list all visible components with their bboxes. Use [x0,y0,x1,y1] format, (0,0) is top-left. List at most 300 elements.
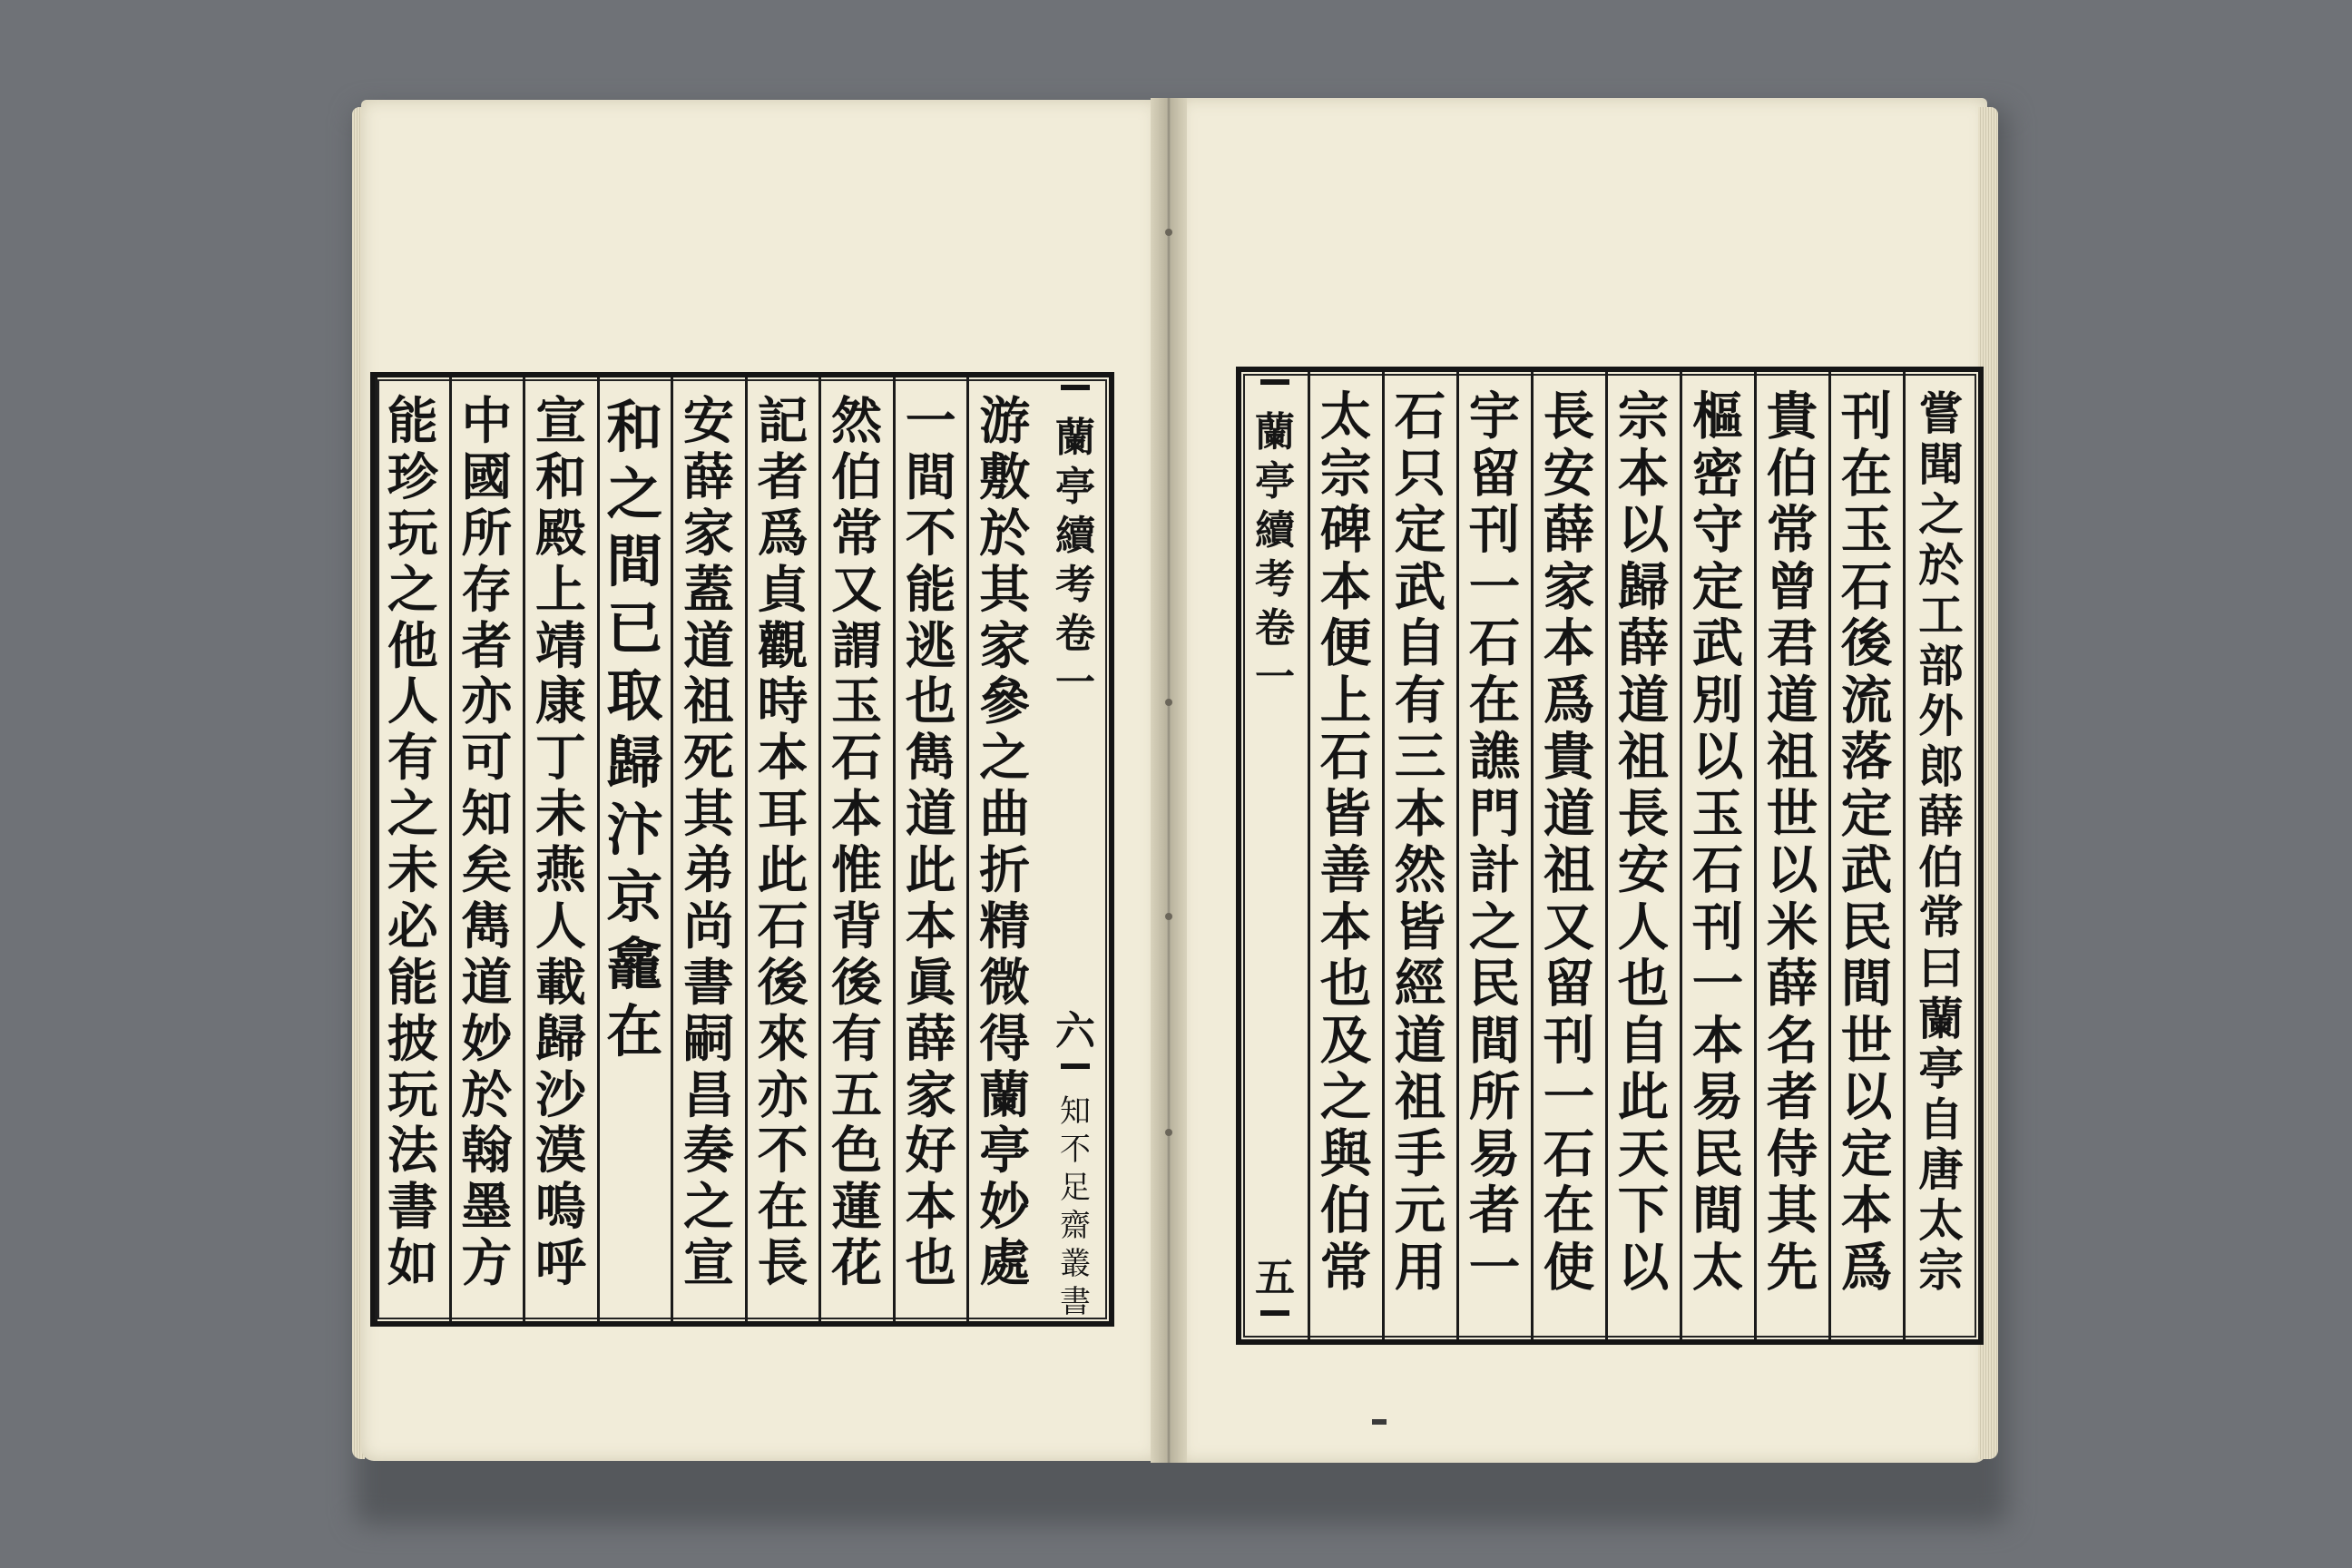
character: 參 [979,672,1031,732]
character: 五 [831,1065,883,1125]
character: 碑 [1319,500,1372,560]
character: 及 [1319,1010,1372,1071]
character: 曾 [1766,556,1818,617]
character: 祖 [1766,727,1818,787]
character: 亦 [757,1065,808,1125]
character: 玩 [387,504,438,564]
character: 薛 [1543,500,1595,560]
character: 計 [1468,840,1521,900]
character: 眞 [905,953,956,1013]
character: 歸 [534,1009,586,1069]
character: 刊 [1543,1010,1595,1071]
character: 玉 [831,672,883,732]
character: 門 [1468,783,1521,844]
character: 中 [461,392,513,451]
character: 與 [1319,1123,1372,1184]
character: 嗚 [534,1178,586,1238]
character: 樞 [1691,387,1744,446]
character: 亭 [1255,458,1295,505]
character: 能 [387,953,438,1013]
character: 五 [1255,1255,1295,1301]
character: 不 [1060,1132,1091,1168]
character: 宗 [1319,443,1372,504]
character: 奏 [683,1122,734,1181]
text-column [1532,372,1606,1339]
character: 此 [1617,1067,1670,1127]
character: 手 [1394,1123,1446,1184]
character: 家 [905,1065,956,1125]
character: 定 [1840,783,1893,844]
character: 續 [1055,513,1095,559]
character: 其 [683,785,734,845]
character: 玉 [1691,783,1744,844]
character: 者 [1766,1067,1818,1127]
character: 耳 [757,785,808,845]
character: 蘭 [1918,991,1964,1045]
right-page-margin-strip [1241,372,1308,1339]
fish-tail-mark [1260,379,1289,401]
character: 聞 [1918,436,1964,491]
character: 安 [683,392,734,451]
character: 刊 [1691,897,1744,957]
character: 亦 [461,672,513,732]
character: 披 [387,1009,438,1069]
character: 玉 [1840,500,1893,560]
character: 然 [1394,840,1446,900]
character: 龕 [606,931,663,997]
character: 一 [1468,1237,1521,1298]
character: 石 [757,897,808,956]
character: 者 [461,616,513,676]
character: 石 [1691,840,1744,900]
character: 石 [1394,387,1446,446]
character: 蓋 [683,560,734,620]
character: 易 [1468,1123,1521,1184]
character: 伯 [1766,443,1818,504]
character: 本 [905,897,956,956]
character: 家 [1543,556,1595,617]
fish-tail-mark [1260,1310,1289,1332]
character: 武 [1394,556,1446,617]
text-column [1606,372,1681,1339]
character: 呼 [534,1234,586,1294]
character: 祖 [1394,1067,1446,1127]
stitch-hole [1165,699,1172,706]
character: 一 [905,392,956,451]
character: 此 [757,841,808,900]
character: 有 [1394,670,1446,730]
character: 三 [1394,727,1446,787]
character: 者 [1468,1181,1521,1240]
character: 死 [683,729,734,789]
character: 亭 [979,1122,1031,1181]
character: 蓮 [831,1178,883,1238]
character: 也 [1617,954,1670,1014]
character: 之 [387,560,438,620]
character: 自 [1617,1010,1670,1071]
character: 人 [534,897,586,956]
character: 伯 [831,447,883,507]
character: 貞 [757,560,808,620]
character: 工 [1918,588,1964,642]
character: 汴 [606,797,663,863]
character: 在 [757,1178,808,1238]
character: 長 [1617,783,1670,844]
character: 太 [1918,1192,1964,1247]
character: 以 [1617,500,1670,560]
text-column [1755,372,1829,1339]
character: 之 [387,785,438,845]
character: 於 [461,1065,513,1125]
character: 外 [1918,689,1964,743]
character: 知 [1060,1093,1091,1130]
character: 沙 [534,1065,586,1125]
character: 宇 [1468,387,1521,446]
character: 考 [1055,562,1095,608]
character: 以 [1766,840,1818,900]
character: 時 [757,672,808,732]
text-column [1681,372,1755,1339]
character: 長 [757,1234,808,1294]
right-margin-title [1252,408,1298,702]
character: 石 [1543,1123,1595,1184]
character: 本 [1617,443,1670,504]
character: 以 [1691,727,1744,787]
character: 安 [1543,443,1595,504]
character: 墨 [461,1178,513,1238]
character: 矣 [461,841,513,900]
column-rule [375,377,377,1321]
character: 於 [979,504,1031,564]
character: 考 [1255,556,1295,603]
character: 民 [1840,897,1893,957]
character: 所 [1468,1067,1521,1127]
character: 可 [461,729,513,789]
character: 宣 [534,392,586,451]
character: 本 [1394,783,1446,844]
character: 侍 [1766,1123,1818,1184]
character: 不 [905,504,956,564]
character: 祖 [1543,840,1595,900]
character: 妙 [461,1009,513,1069]
character: 丁 [534,729,586,789]
character: 翰 [461,1122,513,1181]
character: 宗 [1617,387,1670,446]
character: 弟 [683,841,734,900]
stitch-hole [1165,1129,1172,1136]
text-column [746,377,820,1321]
character: 背 [831,897,883,956]
character: 然 [831,392,883,451]
character: 常 [1918,890,1964,945]
character: 本 [1543,613,1595,673]
character: 漠 [534,1122,586,1181]
character: 間 [905,447,956,507]
character: 得 [979,1009,1031,1069]
text-column [1457,372,1532,1339]
text-column [1829,372,1904,1339]
character: 也 [905,1234,956,1294]
character: 郎 [1918,739,1964,793]
character: 武 [1691,613,1744,673]
character: 能 [905,560,956,620]
character: 曲 [979,785,1031,845]
character: 謂 [831,616,883,676]
character: 武 [1840,840,1893,900]
character: 唐 [1918,1142,1964,1197]
character: 亭 [1918,1042,1964,1096]
character: 也 [905,672,956,732]
character: 在 [606,998,663,1064]
right-page-text-block [1236,367,1984,1345]
character: 和 [606,394,663,460]
character: 珍 [387,447,438,507]
character: 道 [905,785,956,845]
character: 亭 [1055,464,1095,510]
character: 敷 [979,447,1031,507]
character: 一 [1255,654,1295,701]
character: 薛 [1766,954,1818,1014]
character: 自 [1394,613,1446,673]
character: 雋 [461,897,513,956]
character: 取 [606,662,663,729]
character: 之 [979,729,1031,789]
character: 下 [1617,1181,1670,1240]
character: 又 [1543,897,1595,957]
character: 石 [1468,613,1521,673]
character: 以 [1617,1237,1670,1298]
text-column [1904,372,1978,1339]
character: 書 [387,1178,438,1238]
character: 留 [1468,443,1521,504]
character: 家 [683,504,734,564]
character: 世 [1766,783,1818,844]
character: 刊 [1468,500,1521,560]
text-column [524,377,598,1321]
character: 道 [461,953,513,1013]
character: 如 [387,1234,438,1294]
character: 一 [1543,1067,1595,1127]
character: 蘭 [1255,409,1295,456]
character: 游 [979,392,1031,451]
character: 伯 [1918,839,1964,894]
character: 太 [1691,1237,1744,1298]
character: 先 [1766,1237,1818,1298]
character: 必 [387,897,438,956]
character: 好 [905,1122,956,1181]
character: 之 [1319,1067,1372,1127]
text-column [819,377,894,1321]
text-column [376,377,450,1321]
character: 記 [757,392,808,451]
character: 歸 [606,730,663,796]
character: 在 [1468,670,1521,730]
character: 道 [1617,670,1670,730]
character: 處 [979,1234,1031,1294]
left-margin-title [1053,414,1098,708]
character: 家 [979,616,1031,676]
character: 嗣 [683,1009,734,1069]
character: 六 [1055,1008,1095,1054]
character: 易 [1691,1067,1744,1127]
character: 卷 [1055,611,1095,657]
character: 本 [831,785,883,845]
character: 常 [1319,1237,1372,1298]
character: 人 [387,672,438,732]
character: 間 [1468,1010,1521,1071]
character: 貴 [1543,727,1595,787]
text-column [1308,372,1383,1339]
character: 爲 [1840,1237,1893,1298]
character: 道 [683,616,734,676]
left-folio-number [1053,1007,1098,1056]
character: 名 [1766,1010,1818,1071]
character: 蘭 [1055,415,1095,461]
character: 守 [1691,500,1744,560]
character: 定 [1691,556,1744,617]
character: 民 [1691,1123,1744,1184]
character: 薛 [1918,789,1964,844]
character: 在 [1840,443,1893,504]
character: 宣 [683,1234,734,1294]
character: 本 [1319,556,1372,617]
character: 自 [1918,1092,1964,1146]
character: 皆 [1394,897,1446,957]
character: 惟 [831,841,883,900]
character: 觀 [757,616,808,676]
character: 善 [1319,840,1372,900]
character: 雋 [905,729,956,789]
character: 太 [1319,387,1372,446]
character: 方 [461,1234,513,1294]
character: 用 [1394,1237,1446,1298]
character: 之 [1468,897,1521,957]
character: 色 [831,1122,883,1181]
character: 蘭 [979,1065,1031,1125]
character: 知 [461,785,513,845]
character: 上 [534,560,586,620]
character: 常 [831,504,883,564]
character: 者 [757,447,808,507]
character: 民 [1468,954,1521,1014]
character: 本 [1691,1010,1744,1071]
character: 所 [461,504,513,564]
character: 留 [1543,954,1595,1014]
character: 上 [1319,670,1372,730]
character: 於 [1918,537,1964,592]
character: 君 [1766,613,1818,673]
character: 間 [1840,954,1893,1014]
character: 一 [1691,954,1744,1014]
character: 本 [905,1178,956,1238]
stitch-hole [1165,913,1172,920]
character: 折 [979,841,1031,900]
character: 使 [1543,1237,1595,1298]
character: 宗 [1918,1243,1964,1298]
character: 一 [1055,660,1095,706]
character: 米 [1766,897,1818,957]
character: 部 [1918,638,1964,692]
text-column [450,377,524,1321]
character: 昌 [683,1065,734,1125]
character: 本 [1840,1181,1893,1240]
character: 薛 [1617,613,1670,673]
character: 靖 [534,616,586,676]
left-page-text-block [370,372,1114,1327]
fish-tail-mark [1061,1063,1090,1085]
character: 尚 [683,897,734,956]
character: 之 [606,461,663,527]
character: 不 [757,1122,808,1181]
character: 本 [1319,897,1372,957]
character: 又 [831,560,883,620]
character: 有 [831,1009,883,1069]
character: 已 [606,595,663,662]
character: 貴 [1766,387,1818,446]
character: 國 [461,447,513,507]
character: 法 [387,1122,438,1181]
character: 妙 [979,1178,1031,1238]
character: 燕 [534,841,586,900]
fish-tail-mark [1061,385,1090,407]
character: 書 [1060,1284,1091,1320]
character: 刊 [1840,387,1893,446]
character: 玩 [387,1065,438,1125]
character: 能 [387,392,438,451]
character: 花 [831,1234,883,1294]
character: 康 [534,672,586,732]
character: 足 [1060,1170,1091,1206]
character: 天 [1617,1123,1670,1184]
character: 在 [1543,1181,1595,1240]
character: 和 [534,447,586,507]
character: 載 [534,953,586,1013]
character: 石 [1319,727,1372,787]
character: 定 [1394,500,1446,560]
character: 皆 [1319,783,1372,844]
character: 長 [1543,387,1595,446]
character: 其 [979,560,1031,620]
character: 後 [831,953,883,1013]
character: 密 [1691,443,1744,504]
character: 道 [1543,783,1595,844]
text-column [671,377,746,1321]
character: 道 [1766,670,1818,730]
character: 來 [757,1009,808,1069]
character: 道 [1394,1010,1446,1071]
text-column [894,377,968,1321]
character: 微 [979,953,1031,1013]
character: 一 [1468,556,1521,617]
character: 後 [757,953,808,1013]
character: 經 [1394,954,1446,1014]
character: 之 [1918,487,1964,542]
book-gutter [1151,98,1187,1463]
column-rule [1308,372,1310,1339]
character: 殿 [534,504,586,564]
character: 精 [979,897,1031,956]
character: 之 [683,1178,734,1238]
character: 伯 [1319,1181,1372,1240]
character: 曰 [1918,941,1964,995]
character: 元 [1394,1181,1446,1240]
character: 也 [1319,954,1372,1014]
character: 未 [387,841,438,900]
character: 京 [606,864,663,930]
text-column [1383,372,1457,1339]
character: 後 [1840,613,1893,673]
text-column [598,377,672,1321]
